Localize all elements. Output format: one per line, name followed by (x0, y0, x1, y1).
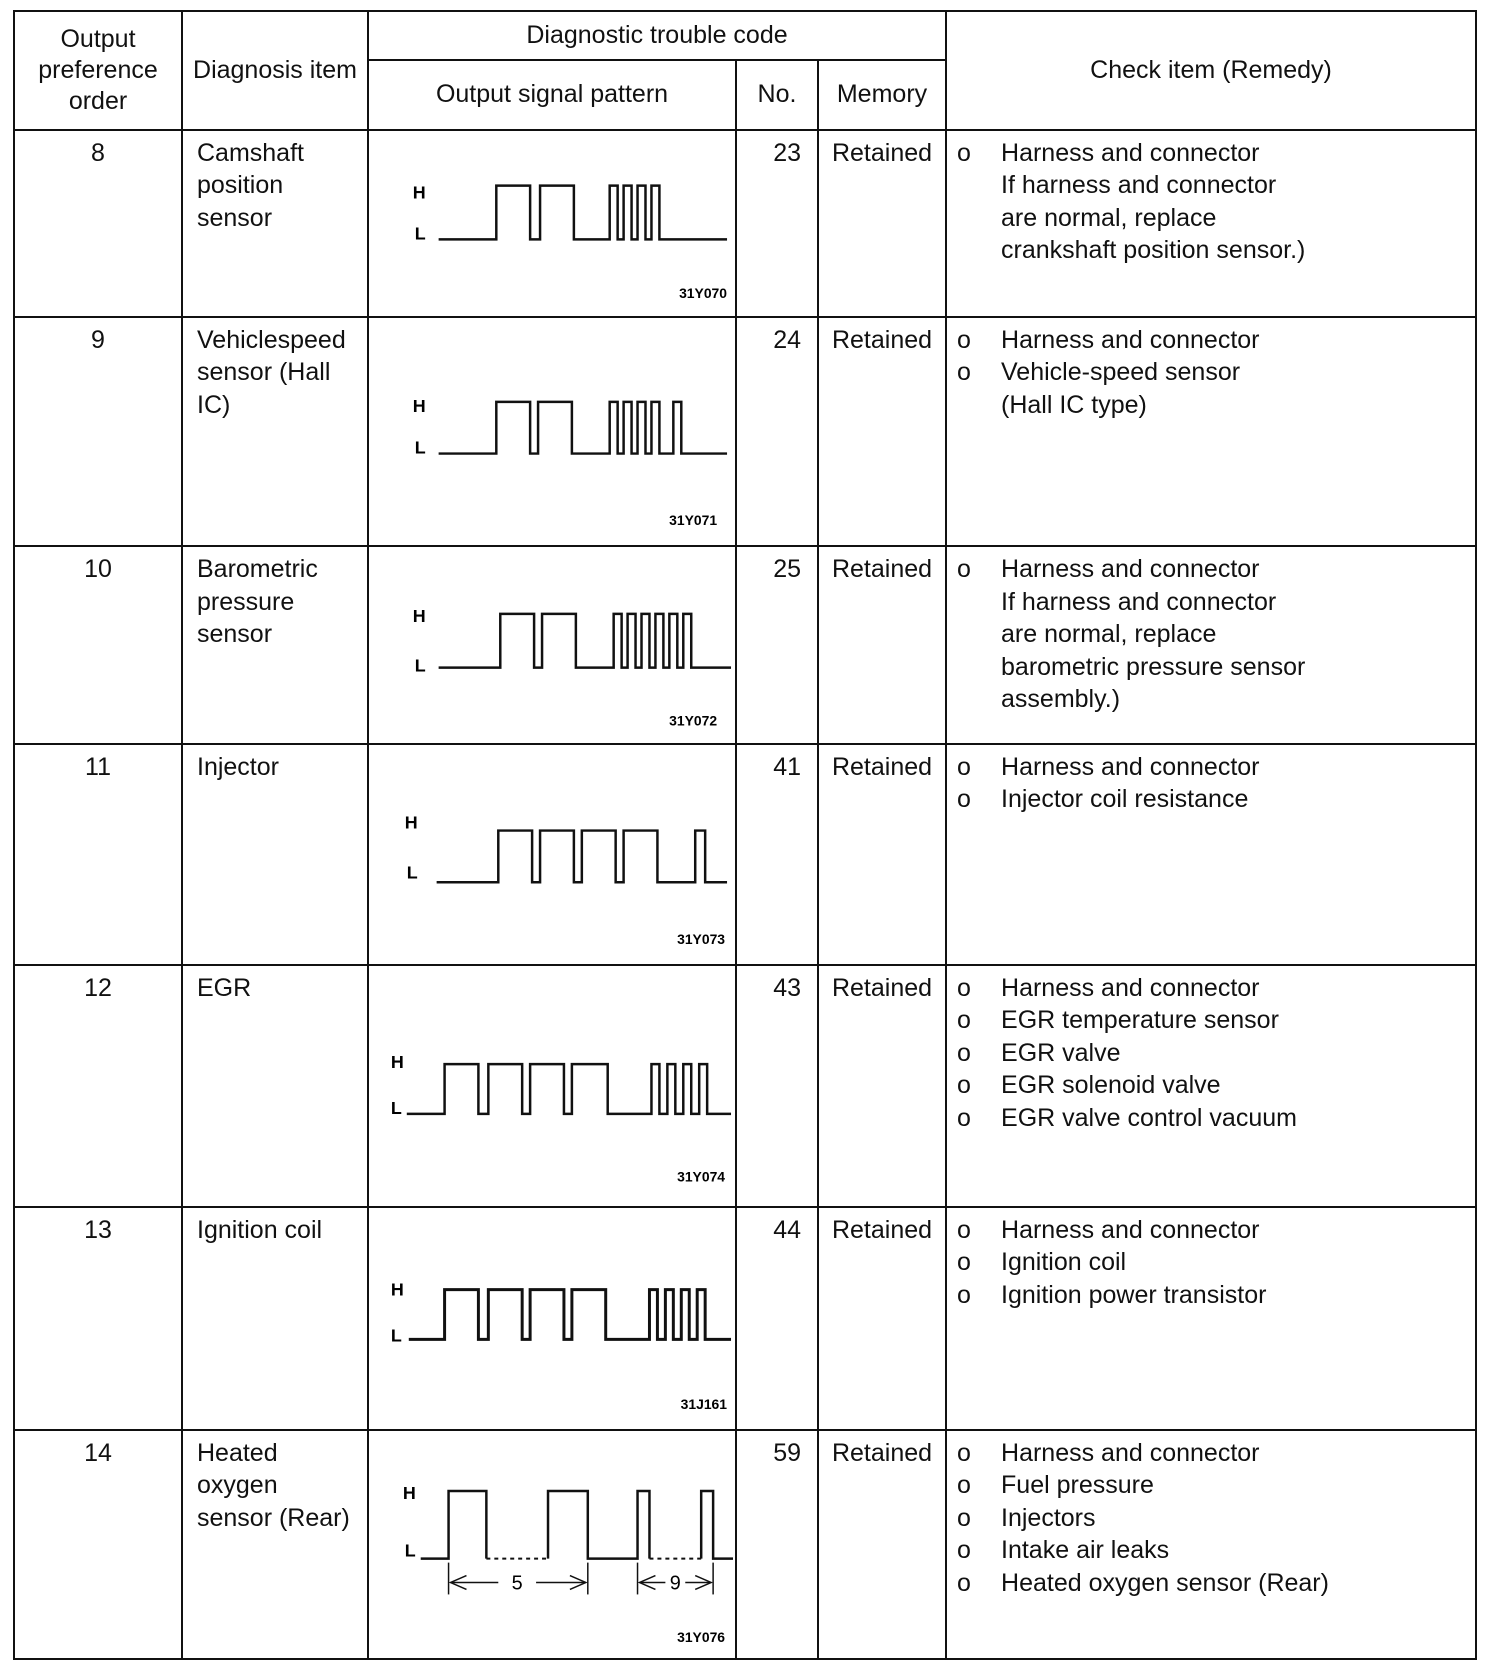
check-item-cell (946, 744, 1476, 965)
bullet-marker: o (957, 1438, 971, 1467)
signal-waveform (369, 966, 735, 1206)
header-code-number: No. (736, 60, 818, 130)
check-text: Ignition coil (1001, 1248, 1127, 1277)
signal-low-label: L (414, 437, 426, 458)
signal-waveform (369, 318, 735, 545)
signal-waveform (369, 547, 735, 743)
order-cell: 11 (14, 744, 182, 965)
order-cell: 12 (14, 965, 182, 1207)
bullet-marker: o (957, 973, 971, 1002)
bullet-marker: o (957, 325, 971, 354)
check-item-cell (946, 130, 1476, 317)
code-number-cell: 23 (736, 130, 818, 317)
check-line (957, 972, 1465, 1005)
signal-pattern-cell (368, 546, 736, 744)
table-row (14, 1430, 1476, 1659)
check-text: Harness and connector (1001, 138, 1260, 167)
header-output-signal-pattern: Output signal pattern (368, 60, 736, 130)
bullet-marker: o (957, 1071, 971, 1100)
signal-pattern-cell (368, 965, 736, 1207)
table-row (14, 130, 1476, 317)
table-row (14, 965, 1476, 1207)
signal-low-label: L (390, 1097, 402, 1118)
signal-high-label: H (412, 395, 426, 416)
figure-id: 31Y073 (677, 930, 726, 947)
check-line (957, 586, 1465, 619)
check-line (957, 1279, 1465, 1312)
bullet-marker (957, 169, 1001, 202)
bullet-marker: o (957, 138, 971, 167)
order-cell: 10 (14, 546, 182, 744)
diagnosis-item-cell: Ignition coil (182, 1207, 368, 1430)
check-text: Harness and connector (1001, 752, 1260, 781)
check-text: If harness and connector (1001, 587, 1277, 616)
check-text: crankshaft position sensor.) (1001, 236, 1306, 265)
signal-high-label: H (402, 1482, 416, 1503)
bullet-marker: o (957, 785, 971, 814)
check-line (957, 1437, 1465, 1470)
bullet-marker (957, 618, 1001, 651)
order-cell: 14 (14, 1430, 182, 1659)
signal-pattern-cell (368, 1430, 736, 1659)
code-number-cell: 24 (736, 317, 818, 546)
check-line (957, 553, 1465, 586)
check-line (957, 1102, 1465, 1135)
bullet-marker: o (957, 1103, 971, 1132)
check-text: Harness and connector (1001, 325, 1260, 354)
bullet-marker: o (957, 1006, 971, 1035)
code-number-cell: 59 (736, 1430, 818, 1659)
figure-id: 31Y076 (677, 1628, 726, 1645)
check-text: Harness and connector (1001, 1215, 1260, 1244)
table-row (14, 744, 1476, 965)
check-text: (Hall IC type) (1001, 390, 1147, 419)
bullet-marker: o (957, 1038, 971, 1067)
bullet-marker: o (957, 752, 971, 781)
signal-high-label: H (412, 182, 426, 203)
order-cell: 8 (14, 130, 182, 317)
header-diagnosis-item: Diagnosis item (182, 11, 368, 130)
interval-label-5: 5 (511, 1572, 523, 1595)
check-text: are normal, replace (1001, 620, 1217, 649)
check-text: are normal, replace (1001, 203, 1217, 232)
check-text: assembly.) (1001, 685, 1121, 714)
check-line (957, 1534, 1465, 1567)
signal-pattern-cell (368, 1207, 736, 1430)
signal-waveform (369, 131, 735, 316)
check-line (957, 169, 1465, 202)
check-item-cell (946, 1430, 1476, 1659)
check-line (957, 1037, 1465, 1070)
bullet-marker: o (957, 555, 971, 584)
signal-pattern-cell (368, 744, 736, 965)
code-number-cell: 43 (736, 965, 818, 1207)
order-cell: 9 (14, 317, 182, 546)
signal-trace (407, 1064, 731, 1114)
check-line (957, 1214, 1465, 1247)
code-number-cell: 41 (736, 744, 818, 965)
signal-trace (439, 614, 731, 668)
figure-id: 31Y074 (677, 1168, 726, 1185)
check-line (957, 1069, 1465, 1102)
bullet-marker (957, 586, 1001, 619)
diagnosis-item-cell: EGR (182, 965, 368, 1207)
check-line (957, 651, 1465, 684)
bullet-marker: o (957, 1280, 971, 1309)
code-number-cell: 25 (736, 546, 818, 744)
check-line (957, 751, 1465, 784)
diagnosis-item-cell: Injector (182, 744, 368, 965)
bullet-marker: o (957, 1215, 971, 1244)
memory-cell: Retained (818, 317, 946, 546)
check-text: Intake air leaks (1001, 1536, 1170, 1565)
table-row (14, 546, 1476, 744)
signal-trace (548, 1491, 649, 1559)
bullet-marker: o (957, 1568, 971, 1597)
memory-cell: Retained (818, 965, 946, 1207)
bullet-marker: o (957, 1248, 971, 1277)
check-line (957, 1246, 1465, 1279)
order-cell: 13 (14, 1207, 182, 1430)
signal-waveform (369, 1431, 735, 1658)
check-line (957, 234, 1465, 267)
diagnosis-item-cell: Vehiclespeed sensor (Hall IC) (182, 317, 368, 546)
check-text: Heated oxygen sensor (Rear) (1001, 1568, 1329, 1597)
signal-waveform (369, 1208, 735, 1429)
check-line (957, 202, 1465, 235)
check-item-cell (946, 317, 1476, 546)
figure-id: 31Y072 (669, 712, 718, 729)
check-line (957, 1004, 1465, 1037)
check-item-cell (946, 546, 1476, 744)
check-text: EGR valve (1001, 1038, 1121, 1067)
signal-trace (409, 1289, 731, 1339)
check-line (957, 1502, 1465, 1535)
signal-low-label: L (414, 223, 426, 244)
signal-pattern-cell (368, 317, 736, 546)
check-text: EGR solenoid valve (1001, 1071, 1221, 1100)
check-text: Vehicle-speed sensor (1001, 358, 1241, 387)
signal-trace (437, 830, 727, 882)
check-text: Harness and connector (1001, 555, 1260, 584)
figure-id: 31Y070 (679, 284, 728, 301)
signal-low-label: L (414, 655, 426, 676)
check-text: Harness and connector (1001, 973, 1260, 1002)
table-row (14, 317, 1476, 546)
figure-id: 31Y071 (669, 511, 718, 528)
interval-label-9: 9 (669, 1572, 681, 1595)
check-line (957, 683, 1465, 716)
check-line (957, 356, 1465, 389)
signal-trace (701, 1491, 733, 1559)
diagnosis-item-cell: Barometric pressure sensor (182, 546, 368, 744)
signal-low-label: L (390, 1324, 402, 1345)
check-text: Injectors (1001, 1503, 1096, 1532)
table-row (14, 1207, 1476, 1430)
signal-high-label: H (412, 606, 426, 627)
check-line (957, 389, 1465, 422)
check-item-cell (946, 1207, 1476, 1430)
memory-cell: Retained (818, 1207, 946, 1430)
code-number-cell: 44 (736, 1207, 818, 1430)
check-text: EGR temperature sensor (1001, 1006, 1279, 1035)
check-text: Ignition power transistor (1001, 1280, 1267, 1309)
check-line (957, 324, 1465, 357)
memory-cell: Retained (818, 1430, 946, 1659)
check-text: Harness and connector (1001, 1438, 1260, 1467)
signal-pattern-cell (368, 130, 736, 317)
check-text: barometric pressure sensor (1001, 652, 1306, 681)
check-line (957, 783, 1465, 816)
signal-trace (439, 186, 727, 240)
signal-high-label: H (390, 1051, 404, 1072)
signal-trace (439, 402, 727, 454)
bullet-marker (957, 202, 1001, 235)
check-text: If harness and connector (1001, 171, 1277, 200)
bullet-marker (957, 683, 1001, 716)
header-order: Output preference order (14, 11, 182, 130)
diagnosis-item-cell: Heated oxygen sensor (Rear) (182, 1430, 368, 1659)
check-line (957, 618, 1465, 651)
signal-waveform (369, 745, 735, 964)
diagnosis-item-cell: Camshaft position sensor (182, 130, 368, 317)
check-text: Injector coil resistance (1001, 785, 1249, 814)
signal-low-label: L (404, 1540, 416, 1561)
header-check-item: Check item (Remedy) (946, 11, 1476, 130)
check-text: EGR valve control vacuum (1001, 1103, 1297, 1132)
header-memory: Memory (818, 60, 946, 130)
signal-high-label: H (390, 1279, 404, 1300)
bullet-marker (957, 389, 1001, 422)
signal-low-label: L (406, 861, 418, 882)
check-text: Fuel pressure (1001, 1471, 1154, 1500)
bullet-marker: o (957, 1503, 971, 1532)
signal-high-label: H (404, 812, 418, 833)
bullet-marker: o (957, 358, 971, 387)
memory-cell: Retained (818, 546, 946, 744)
bullet-marker (957, 234, 1001, 267)
memory-cell: Retained (818, 130, 946, 317)
signal-trace (421, 1491, 487, 1559)
figure-id: 31J161 (680, 1395, 728, 1412)
bullet-marker: o (957, 1471, 971, 1500)
memory-cell: Retained (818, 744, 946, 965)
check-line (957, 1567, 1465, 1600)
check-item-cell (946, 965, 1476, 1207)
dtc-table (13, 10, 1477, 1660)
header-dtc-group: Diagnostic trouble code (368, 11, 946, 60)
bullet-marker (957, 651, 1001, 684)
check-line (957, 137, 1465, 170)
check-line (957, 1469, 1465, 1502)
bullet-marker: o (957, 1536, 971, 1565)
